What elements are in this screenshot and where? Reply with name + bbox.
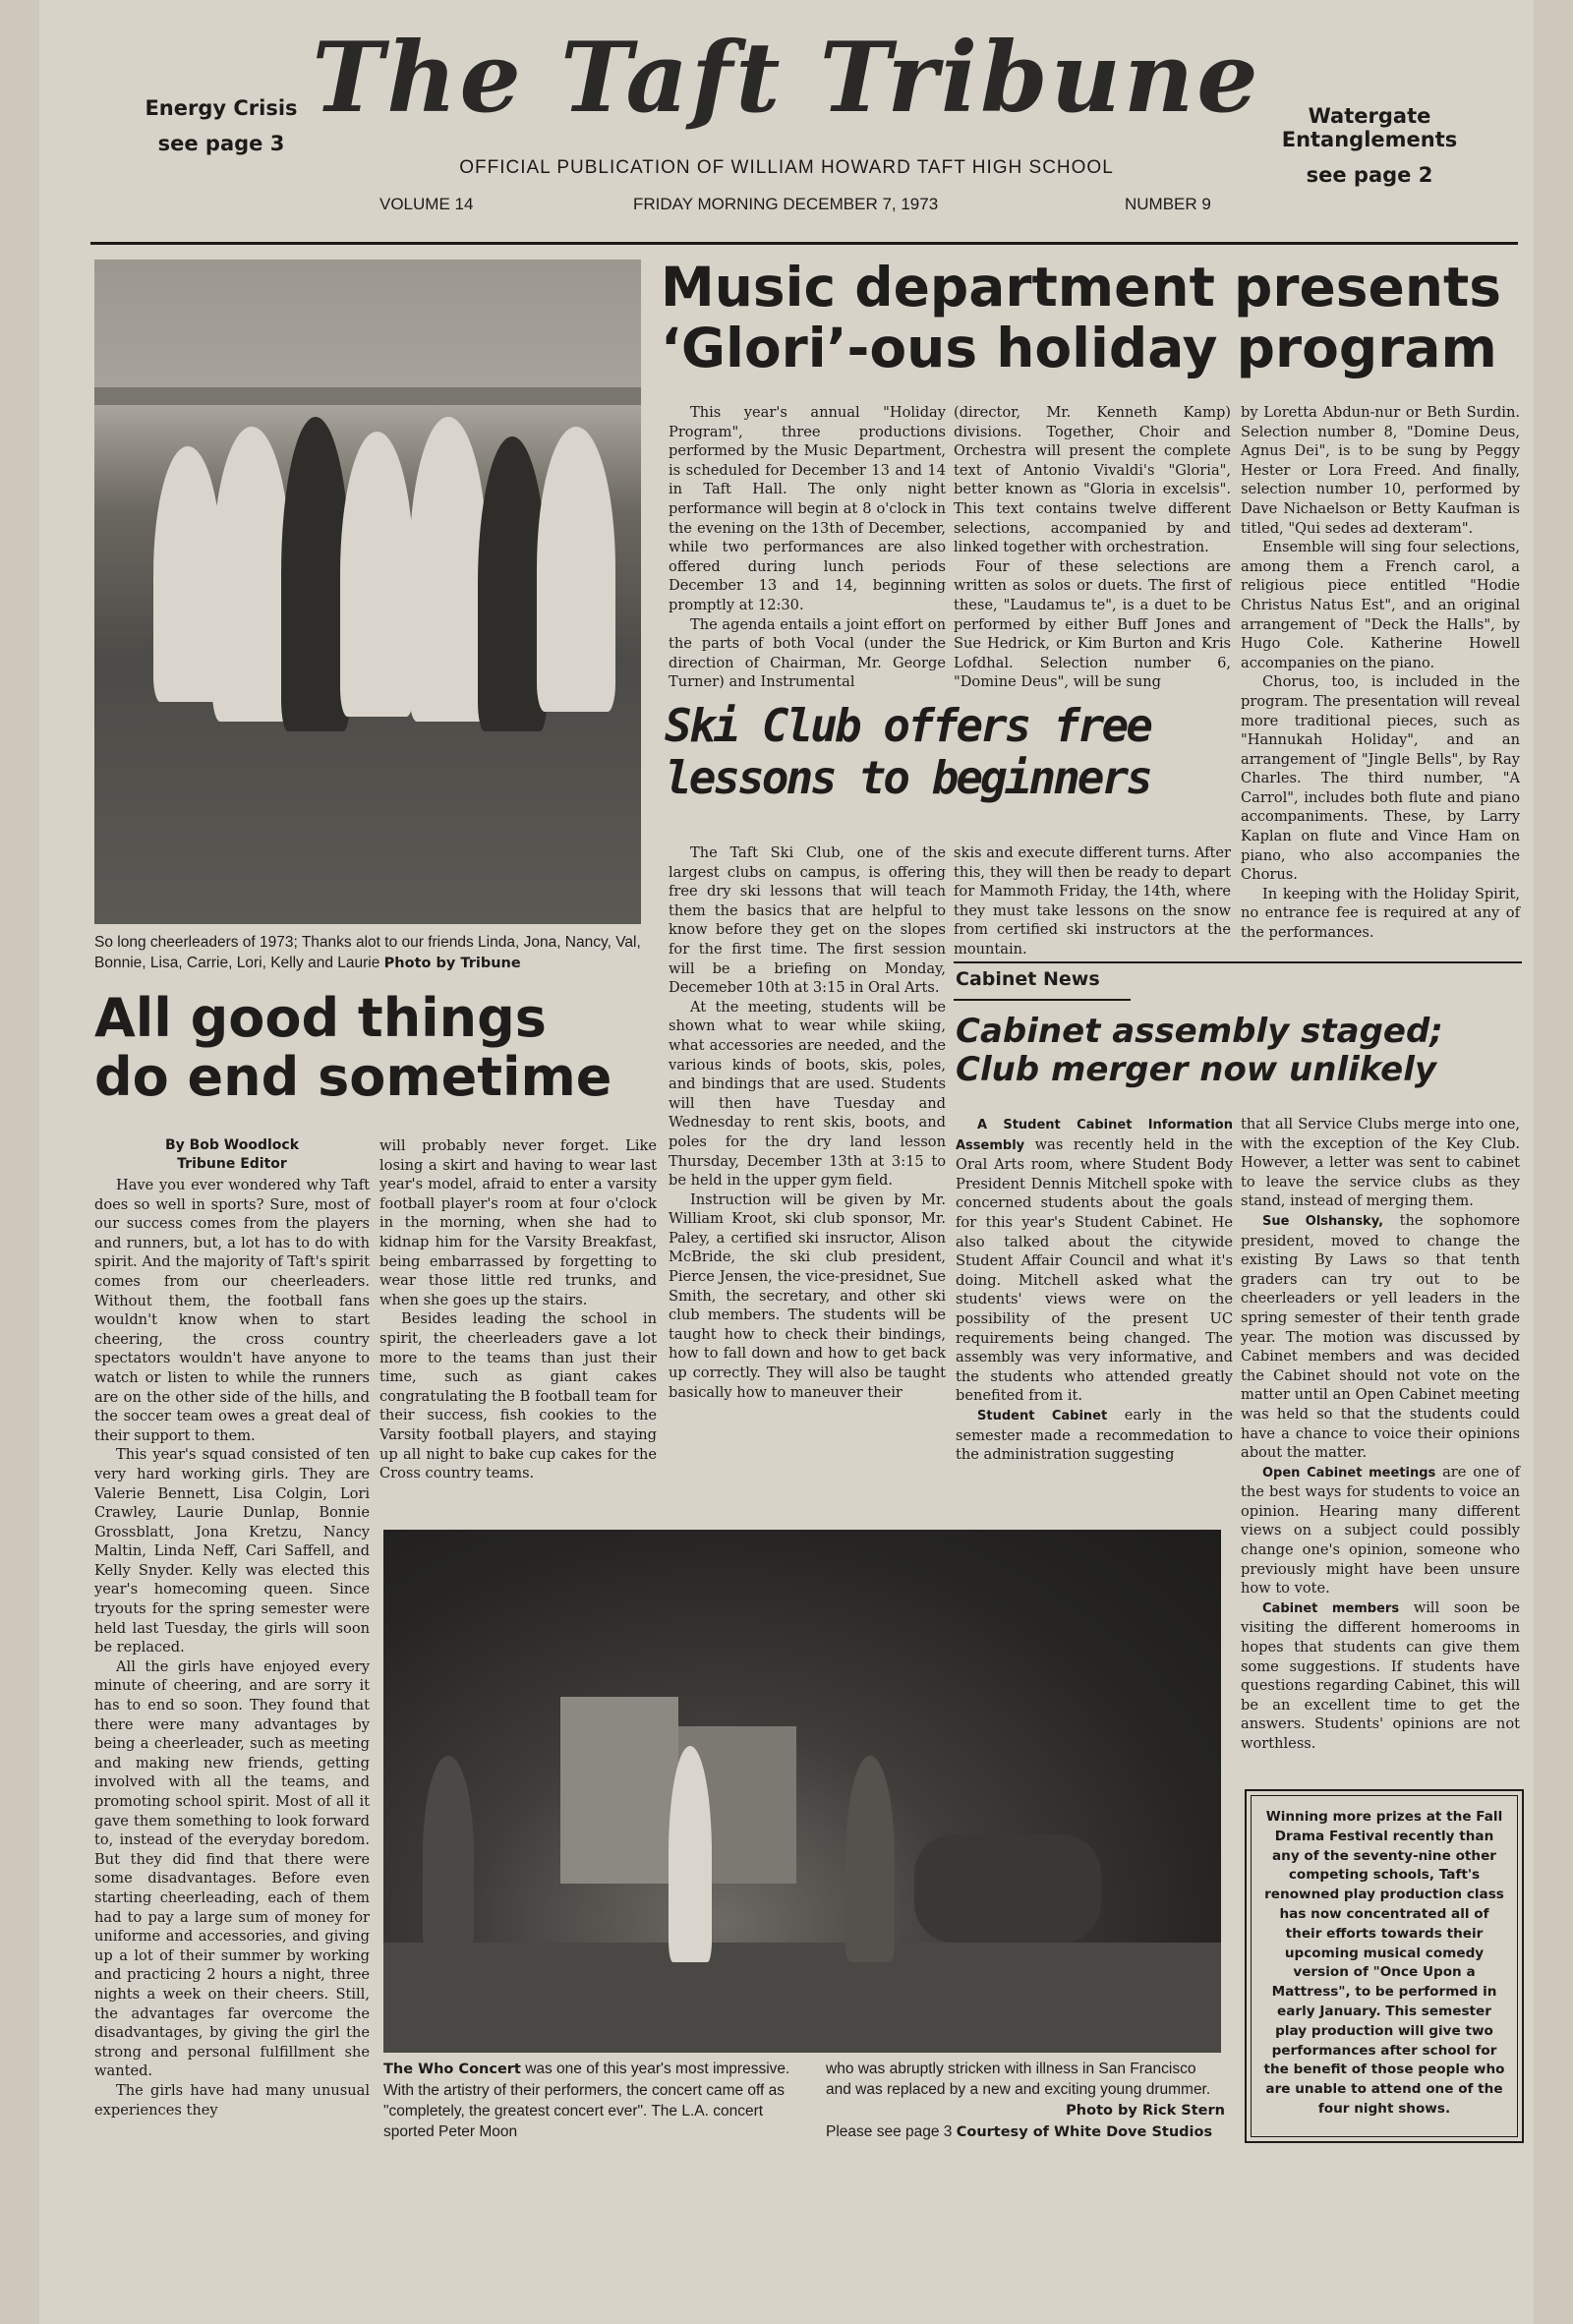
music-column-3 xyxy=(1241,403,1520,954)
paragraph-text: are one of the best ways for students to voice an opinion. Hearing many different views on a subject could possibly change one's opinion, someone who previously might have been unsure how to vote. xyxy=(1241,1463,1520,1598)
cheerleaders-caption xyxy=(94,932,645,974)
drama-box-text: Winning more prizes at the Fall Drama Festival recently than any of the seventy-nine other competing schools, Taft's renowned play production class has now concentrated all of their efforts towards their upcoming musical comedy version of "Once Upon a Mattress", to be performed in early January. This semester play production will give two performances after school for the benefit of those people who are unable to attend one of the four night shows. xyxy=(1263,1809,1505,2117)
ski-headline-line2: lessons to beginners xyxy=(665,750,1150,804)
issue-number: NUMBER 9 xyxy=(1125,195,1211,213)
cabinet-headline xyxy=(956,1013,1526,1089)
paragraph xyxy=(956,1406,1233,1465)
concert-caption-continued xyxy=(826,2059,1225,2143)
caption-lead: The Who Concert xyxy=(383,2062,521,2077)
cheer-headline-line2: do end sometime xyxy=(94,1046,612,1109)
cabinet-column-2 xyxy=(1241,1115,1520,1785)
music-column-1 xyxy=(669,403,946,691)
paragraph: In keeping with the Holiday Spirit, no entrance fee is required at any of the performances. xyxy=(1241,885,1520,942)
lead-in: Open Cabinet meetings xyxy=(1262,1465,1436,1481)
paragraph-text: was recently held in the Oral Arts room, where Student Body President Dennis Mitchell spoke with concerned students about the goals for this year's Student Cabinet. He also talked about the citywide Student Affair Council and what it's doing. Mitchell asked what the students' views were on the possibility of the present UC requirements being changed. The assembly was very informative, and the students who attended greatly benefited from it. xyxy=(956,1135,1233,1405)
paragraph: skis and execute different turns. After this, they will then be ready to depart for Mammoth Friday, the 14th, where they must take lessons on the snow from certified ski instructors at the mountain. xyxy=(954,844,1231,958)
paragraph xyxy=(1241,1211,1520,1463)
paragraph: that all Service Clubs merge into one, with the exception of the Key Club. However, a letter was sent to cabinet to leave the service clubs as they stand, instead of merging them. xyxy=(1241,1116,1520,1210)
ear-right-line1: Watergate Entanglements xyxy=(1281,104,1458,151)
ski-column-1 xyxy=(669,843,946,1532)
volume-label: VOLUME 14 xyxy=(379,195,474,213)
paragraph: At the meeting, students will be shown what to wear while skiing, what accessories are needed, and the various kinds of boots, skis, poles, and bindings that are used. Students will then have Tuesday and Wednesday to rent skis, boots, and poles for the dry land lesson Thursday, December 13th at 3:15 to be held in the upper gym field. xyxy=(669,998,946,1190)
paragraph: The Taft Ski Club, one of the largest clubs on campus, is offering free dry ski lessons that will teach them the basics that are helpful to know before they get on the slopes for the first time. The first session will be a briefing on Monday, Decemeber 10th at 3:15 in Oral Arts. xyxy=(669,844,946,997)
date-label: FRIDAY MORNING DECEMBER 7, 1973 xyxy=(633,195,939,213)
ear-left-line1: Energy Crisis xyxy=(145,96,298,120)
cheer-column-1 xyxy=(94,1176,370,2149)
paragraph: (director, Mr. Kenneth Kamp) divisions. Together, Choir and Orchestra will present the complete text of Antonio Vivaldi's "Gloria", better known as "Gloria in excelsis". This text contains twelve different selections, accompanied by and linked together with orchestration. xyxy=(954,404,1231,556)
paragraph: will probably never forget. Like losing a skirt and having to wear last year's model, afraid to enter a varsity football player's room at four o'clock in the morning, when she had to kidnap him for the Varsity Breakfast, being embarrassed by forgetting to wear those little red trunks, and when she goes up the stairs. xyxy=(379,1137,657,1308)
lead-in: Cabinet members xyxy=(1262,1600,1400,1616)
cheerleaders-photo xyxy=(94,260,641,924)
ski-headline-line1: Ski Club offers free xyxy=(665,699,1150,752)
ear-left-line2: see page 3 xyxy=(157,132,285,155)
photo-credit: Photo by Rick Stern xyxy=(1066,2103,1225,2119)
photo-credit: Photo by Tribune xyxy=(383,956,521,971)
section-rule xyxy=(954,961,1522,963)
masthead-subtitle: OFFICIAL PUBLICATION OF WILLIAM HOWARD TAFT HIGH SCHOOL xyxy=(459,157,1114,178)
cabinet-headline-line1: Cabinet assembly staged; xyxy=(956,1012,1443,1051)
lead-in: Student Cabinet xyxy=(977,1408,1108,1423)
masthead-rule xyxy=(90,242,1518,245)
cabinet-kicker: Cabinet News xyxy=(956,968,1100,990)
cabinet-headline-line2: Club merger now unlikely xyxy=(956,1050,1437,1090)
paragraph-text: early in the semester made a recommedation to the administration suggesting xyxy=(956,1406,1233,1464)
paragraph xyxy=(1241,1598,1520,1754)
cheer-headline xyxy=(94,989,645,1108)
caption-text: was one of this year's most impressive. With the artistry of their performers, the concert came off as "completely, the greatest concert ever". The L.A. concert sported Peter Moon xyxy=(383,2061,790,2140)
paragraph-text: the sophomore president, moved to change the existing By Laws so that tenth graders can try out to be cheerleaders or yell leaders in the spring semester of their tenth grade year. The motion was discussed by Cabinet members and was decided the Cabinet should not vote on the matter until an Open Cabinet meeting was held so that the students could have a chance to voice their opinions about the matter. xyxy=(1241,1211,1520,1462)
paragraph: Chorus, too, is included in the program. The presentation will reveal more traditional pieces, such as "Hannukah Holiday", and an arrangement of "Jingle Bells", by Ray Charles. The third number, "A Carrol", includes both flute and piano accompaniments. These, by Larry Kaplan on flute and Vince Ham on piano, who also accompanies the Chorus. xyxy=(1241,673,1520,884)
masthead-title: The Taft Tribune xyxy=(312,22,1261,135)
byline-title: Tribune Editor xyxy=(177,1156,287,1172)
ski-column-2 xyxy=(954,843,1231,961)
see-page-link[interactable]: Please see page 3 xyxy=(826,2123,953,2140)
paragraph xyxy=(1241,1463,1520,1598)
music-headline xyxy=(661,258,1526,378)
drama-festival-box xyxy=(1245,1789,1524,2143)
music-column-2 xyxy=(954,403,1231,691)
paragraph: All the girls have enjoyed every minute of cheering, and are sorry it has to end so soon. They found that there were many advantages by being a cheerleader, such as meeting and making new friends, getting involved with all the teams, and promoting school spirit. Most of all it gave them something to look forward to, instead of the everyday boredom. But they did find that there were some disadvantages. Before even starting cheerleading, each of them had to pay a large sum of money for uniforme and accessories, and giving up a lot of their summer by working and practicing 2 hours a night, three nights a week on their cheers. Still, the advantages far overcome the disadvantages, by giving the girl the strong and personal fulfillment she wanted. xyxy=(94,1657,370,2080)
byline xyxy=(94,1136,370,1174)
newspaper-page xyxy=(39,0,1534,2324)
music-headline-line1: Music department presents xyxy=(661,256,1502,319)
paragraph: The girls have had many unusual experiences they xyxy=(94,2081,370,2119)
paragraph xyxy=(956,1115,1233,1406)
lead-in: A Student Cabinet Information Assembly xyxy=(956,1118,1233,1153)
paragraph: This year's squad consisted of ten very hard working girls. They are Valerie Bennett, Lisa Colgin, Lori Crawley, Laurie Dunlap, Bonnie Grossblatt, Jona Kretzu, Nancy Maltin, Linda Neff, Cari Saffell, and Kelly Snyder. Kelly was elected this year's homecoming queen. Since tryouts for the spring semester were held last Tuesday, the girls will soon be replaced. xyxy=(94,1446,370,1656)
concert-caption xyxy=(383,2059,806,2142)
ear-right-line2: see page 2 xyxy=(1306,163,1433,187)
paragraph: Have you ever wondered why Taft does so well in sports? Sure, most of our success comes from the players and runners, but, a lot has to do with spirit. And the majority of Taft's spirit comes from our cheerleaders. Without them, the football fans wouldn't know when to start cheering, the cross country spectators wouldn't have anyone to watch or listen to while the runners are on the other side of the hills, and the soccer team owes a great deal of their support to them. xyxy=(94,1177,370,1444)
lead-in: Sue Olshansky, xyxy=(1262,1213,1384,1229)
cabinet-column-1 xyxy=(956,1115,1233,1522)
ski-headline xyxy=(665,700,1215,804)
paragraph: The agenda entails a joint effort on the parts of both Vocal (under the direction of Chairman, Mr. George Turner) and Instrumental xyxy=(669,615,946,691)
paragraph: by Loretta Abdun-nur or Beth Surdin. Selection number 8, "Domine Deus, Agnus Dei", is to be sung by Peggy Hester or Lora Freed. And finally, selection number 10, performed by Dave Nichaelson or Betty Kaufman is titled, "Qui sedes ad dexteram". xyxy=(1241,404,1520,537)
concert-photo xyxy=(383,1530,1221,2053)
kicker-underline xyxy=(954,999,1131,1001)
paragraph: This year's annual "Holiday Program", three productions performed by the Music Department, is scheduled for December 13 and 14 in Taft Hall. The only night performance will begin at 8 o'clock in the evening on the 13th of December, while two performances are also offered during lunch periods December 13 and 14, beginning promptly at 12:30. xyxy=(669,404,946,613)
paragraph: Instruction will be given by Mr. William Kroot, ski club sponsor, Mr. Paley, a certified ski insructor, Alison McBride, the ski club president, Pierce Jensen, the vice-presidnet, Sue Smith, the secretary, and other ski club members. The students will be taught how to check their bindings, how to fall down and how to get back up correctly. They will also be taught basically how to maneuver their xyxy=(669,1191,946,1401)
cheer-column-2 xyxy=(379,1136,657,1522)
cheer-headline-line1: All good things xyxy=(94,987,547,1049)
photo-courtesy: Courtesy of White Dove Studios xyxy=(956,2124,1213,2140)
caption-text: So long cheerleaders of 1973; Thanks alot to our friends Linda, Jona, Nancy, Val, Bonnie, Lisa, Carrie, Lori, Kelly and Laurie xyxy=(94,934,641,971)
music-headline-line2: ‘Glori’-ous holiday program xyxy=(661,316,1497,379)
paragraph: Ensemble will sing four selections, among them a French carol, a religious piece entitled "Hodie Christus Natus Est", and an original arrangement of "Deck the Halls", by Hugo Cole. Katherine Howell accompanies on the piano. xyxy=(1241,539,1520,671)
paragraph: Four of these selections are written as solos or duets. The first of these, "Laudamus te", is a duet to be performed by either Buff Jones and Sue Hedrick, or Kim Burton and Kris Lofdhal. Selection number 6, "Domine Deus", will be sung xyxy=(954,557,1231,691)
caption-text: who was abruptly stricken with illness in San Francisco and was replaced by a new and exciting young drummer. xyxy=(826,2061,1211,2098)
paragraph-text: will soon be visiting the different homerooms in hopes that students can give them some suggestions. If students have questions regarding Cabinet, this will be an excellent time to get the answers. Students' opinions are not worthless. xyxy=(1241,1598,1520,1752)
paragraph: Besides leading the school in spirit, the cheerleaders gave a lot more to the teams than just their time, such as giant cakes congratulating the B football team for their success, fish cookies to the Varsity football players, and staying up all night to bake cup cakes for the Cross country teams. xyxy=(379,1310,657,1482)
byline-name: By Bob Woodlock xyxy=(164,1137,300,1153)
